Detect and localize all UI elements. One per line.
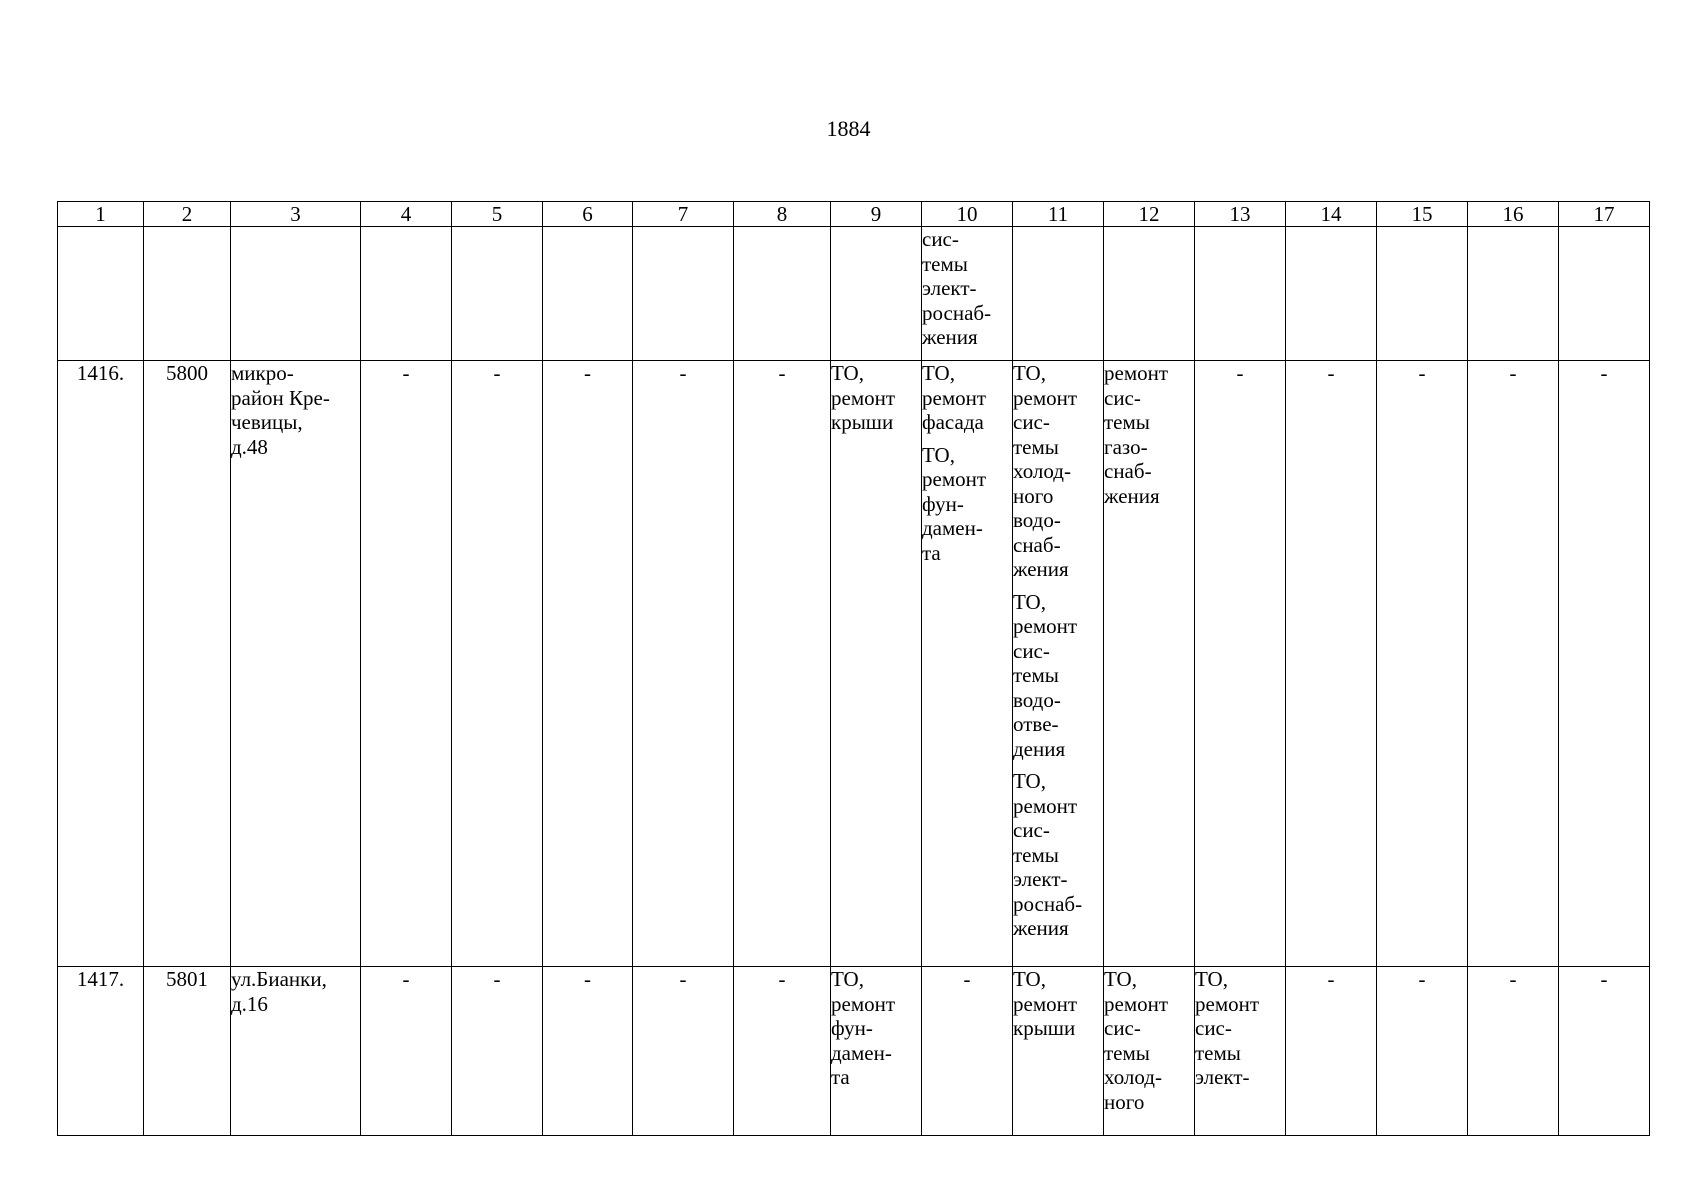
- cell-line: ремонт: [922, 467, 987, 491]
- work-item: [1013, 769, 1103, 941]
- cell-line: элект-: [922, 276, 977, 300]
- cell-col15: -: [1377, 967, 1468, 1136]
- cell-col11: [1013, 361, 1104, 967]
- cell-line: роснаб-: [922, 300, 992, 325]
- cell-line: дамен-: [922, 516, 983, 540]
- cell-line: ремонт: [1013, 385, 1078, 410]
- cell-line: ремонт: [1013, 793, 1078, 818]
- table-row: [58, 361, 1650, 967]
- column-header-17: 17: [1559, 202, 1650, 227]
- cell-line: темы: [922, 251, 968, 276]
- cell-line: ТО,: [831, 967, 864, 991]
- cell-line: сис-: [1013, 818, 1050, 842]
- work-item: [922, 361, 1012, 435]
- cell-line: темы: [1013, 842, 1059, 867]
- address-cell: [231, 967, 361, 1136]
- column-header-10: 10: [922, 202, 1013, 227]
- work-item: [1013, 590, 1103, 762]
- cell-line: сис-: [922, 227, 959, 251]
- cell-line: ного: [1104, 1089, 1145, 1114]
- cell-line: ремонт: [831, 385, 896, 410]
- cell-line: снаб-: [1104, 459, 1152, 483]
- cell-line: микро-: [231, 361, 294, 385]
- cell-line: та: [922, 540, 941, 565]
- cell-line: элект-: [1195, 1065, 1250, 1089]
- cell-line: ТО,: [1195, 967, 1228, 991]
- column-header-1: 1: [58, 202, 144, 227]
- cell-col10: [922, 361, 1013, 967]
- cell-line: водо-: [1013, 687, 1061, 712]
- work-item: [831, 967, 921, 1090]
- work-item: [1013, 967, 1103, 1041]
- cell-col16: -: [1468, 967, 1559, 1136]
- cell-col12: [1104, 967, 1195, 1136]
- column-header-5: 5: [452, 202, 543, 227]
- object-code-cell: 5800: [144, 361, 231, 967]
- cell-line: темы: [1195, 1040, 1241, 1065]
- cell-line: темы: [1104, 410, 1150, 434]
- cell-col8: -: [734, 361, 831, 967]
- cell-line: д.48: [231, 434, 268, 459]
- cell-col12: [1104, 361, 1195, 967]
- work-item: [1104, 361, 1194, 508]
- cell-line: холод-: [1013, 459, 1071, 483]
- cell-line: д.16: [231, 991, 268, 1016]
- cell-line: темы: [1104, 1040, 1150, 1065]
- cell-line: ремонт: [831, 991, 896, 1016]
- cell-line: элект-: [1013, 867, 1068, 891]
- cell-col9: [831, 967, 922, 1136]
- cell-col5: -: [452, 967, 543, 1136]
- cell-line: ТО,: [922, 442, 955, 467]
- column-header-8: 8: [734, 202, 831, 227]
- cell-line: жения: [922, 325, 978, 349]
- table-row: [58, 967, 1650, 1136]
- cell-line: крыши: [1013, 1016, 1076, 1040]
- column-header-14: 14: [1286, 202, 1377, 227]
- cell-line: темы: [1013, 663, 1059, 687]
- work-item: [831, 361, 921, 435]
- column-header-2: 2: [144, 202, 231, 227]
- cell-col11: [1013, 967, 1104, 1136]
- cell-line: ного: [1013, 483, 1054, 508]
- continuation-cell-col10: [922, 227, 1013, 361]
- cell-line: ремонт: [1013, 614, 1078, 638]
- cell-line: ТО,: [831, 361, 864, 385]
- cell-col17: -: [1559, 361, 1650, 967]
- cell-col7: -: [633, 361, 734, 967]
- address-cell: [231, 361, 361, 967]
- cell-col13: -: [1195, 361, 1286, 967]
- column-header-6: 6: [543, 202, 633, 227]
- cell-line: фун-: [922, 491, 964, 516]
- cell-col8: -: [734, 967, 831, 1136]
- cell-col9: [831, 361, 922, 967]
- cell-col16: -: [1468, 361, 1559, 967]
- object-code-cell: 5801: [144, 967, 231, 1136]
- cell-line: сис-: [1013, 638, 1050, 663]
- cell-line: дения: [1013, 736, 1066, 761]
- cell-line: фун-: [831, 1016, 873, 1040]
- column-header-16: 16: [1468, 202, 1559, 227]
- row-number-cell: 1417.: [58, 967, 144, 1136]
- column-header-7: 7: [633, 202, 734, 227]
- cell-line: ремонт: [1104, 991, 1169, 1016]
- cell-line: газо-: [1104, 434, 1148, 459]
- cell-line: ТО,: [922, 361, 955, 385]
- column-header-13: 13: [1195, 202, 1286, 227]
- row-number-cell: 1416.: [58, 361, 144, 967]
- cell-line: снаб-: [1013, 532, 1061, 557]
- cell-col15: -: [1377, 361, 1468, 967]
- work-item: [1104, 967, 1194, 1114]
- column-header-15: 15: [1377, 202, 1468, 227]
- cell-line: сис-: [1104, 385, 1141, 410]
- cell-line: та: [831, 1065, 850, 1089]
- column-header-4: 4: [361, 202, 452, 227]
- continuation-row: [58, 227, 1650, 361]
- header-row: [58, 202, 1650, 227]
- cell-col13: [1195, 967, 1286, 1136]
- cell-line: ремонт: [1013, 991, 1078, 1016]
- page-number: 1884: [826, 116, 871, 141]
- cell-line: роснаб-: [1013, 891, 1083, 916]
- cell-col6: -: [543, 967, 633, 1136]
- work-item: [1013, 361, 1103, 582]
- work-item: [922, 443, 1012, 566]
- cell-line: жения: [1104, 483, 1160, 508]
- cell-line: отве-: [1013, 712, 1059, 736]
- cell-line: ТО,: [1104, 967, 1137, 991]
- cell-line: жения: [1013, 916, 1069, 940]
- works-table: [57, 201, 1650, 1136]
- column-header-9: 9: [831, 202, 922, 227]
- work-item: [1195, 967, 1285, 1090]
- column-header-3: 3: [231, 202, 361, 227]
- cell-line: ТО,: [1013, 361, 1046, 385]
- cell-line: ремонт: [922, 385, 987, 410]
- cell-line: чевицы,: [231, 410, 303, 434]
- cell-line: ремонт: [1104, 361, 1169, 385]
- cell-col10: -: [922, 967, 1013, 1136]
- cell-line: ТО,: [1013, 967, 1046, 991]
- cell-line: район Кре-: [231, 385, 330, 410]
- cell-col14: -: [1286, 967, 1377, 1136]
- cell-col4: -: [361, 967, 452, 1136]
- cell-col4: -: [361, 361, 452, 967]
- cell-line: фасада: [922, 410, 984, 434]
- cell-line: холод-: [1104, 1065, 1162, 1089]
- cell-line: жения: [1013, 557, 1069, 581]
- cell-col6: -: [543, 361, 633, 967]
- column-header-12: 12: [1104, 202, 1195, 227]
- cell-line: ул.Бианки,: [231, 967, 327, 991]
- cell-line: сис-: [1013, 410, 1050, 434]
- cell-col7: -: [633, 967, 734, 1136]
- cell-col17: -: [1559, 967, 1650, 1136]
- cell-line: водо-: [1013, 508, 1061, 532]
- cell-line: дамен-: [831, 1040, 892, 1065]
- cell-line: сис-: [1195, 1016, 1232, 1040]
- cell-line: крыши: [831, 410, 894, 434]
- cell-col14: -: [1286, 361, 1377, 967]
- column-header-11: 11: [1013, 202, 1104, 227]
- cell-line: темы: [1013, 434, 1059, 459]
- cell-col5: -: [452, 361, 543, 967]
- cell-line: сис-: [1104, 1016, 1141, 1040]
- cell-line: ТО,: [1013, 589, 1046, 614]
- cell-line: ремонт: [1195, 991, 1260, 1016]
- cell-line: ТО,: [1013, 769, 1046, 793]
